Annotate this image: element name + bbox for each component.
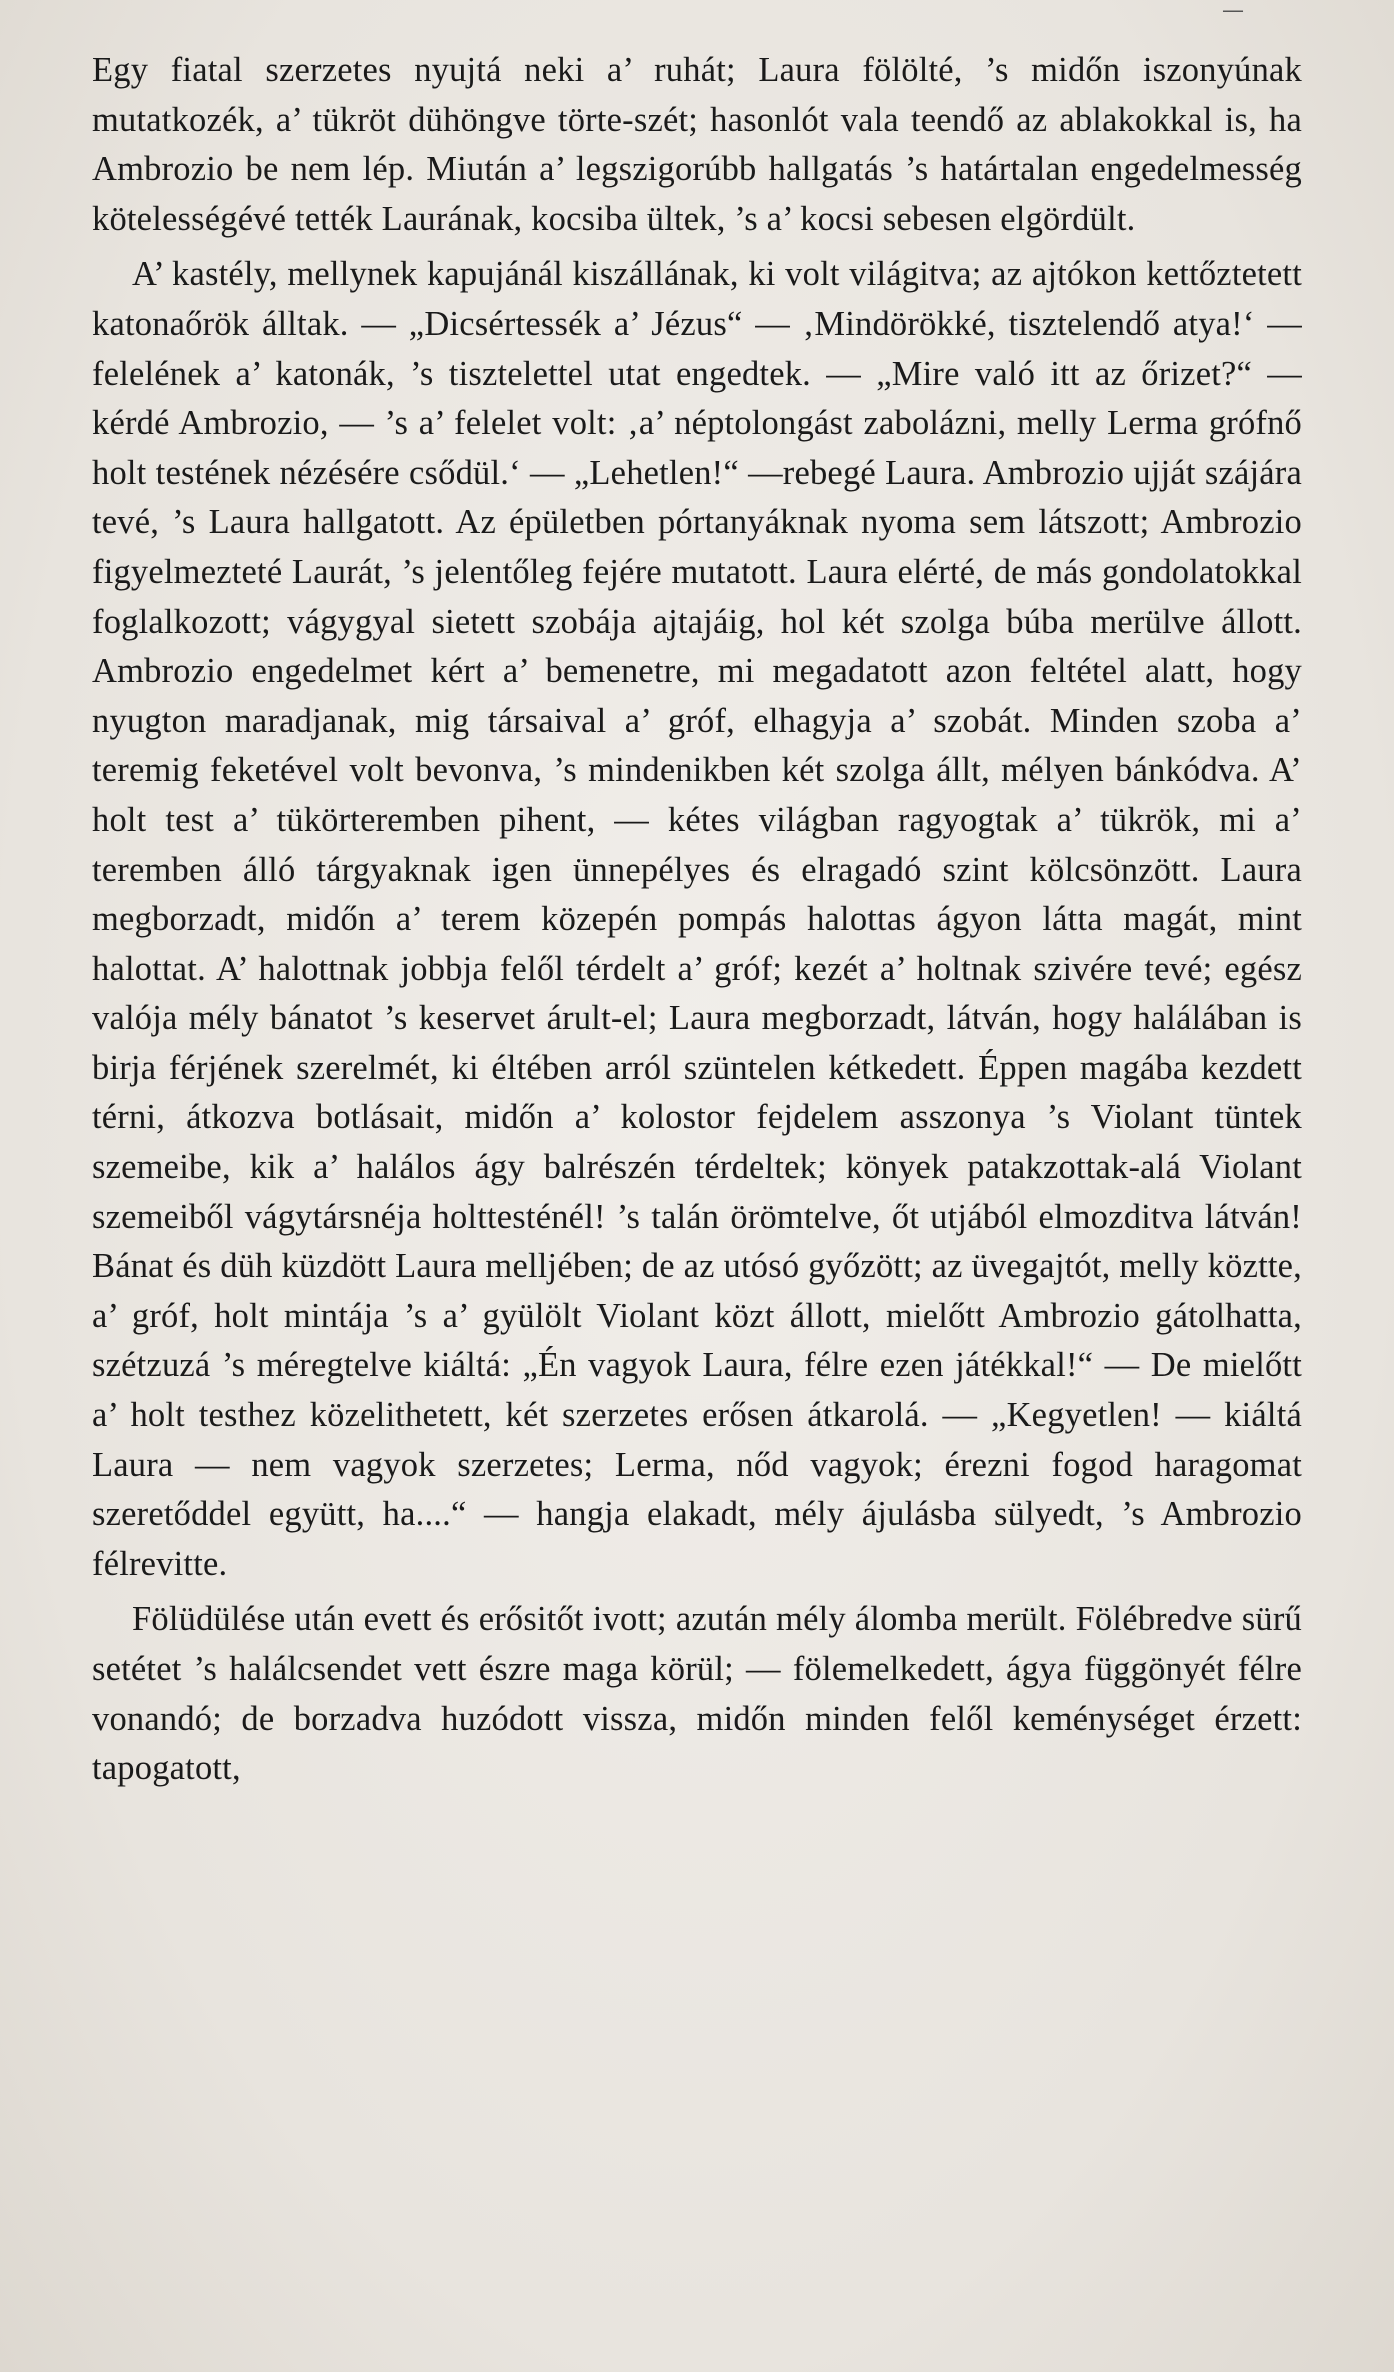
- paragraph-3: Fölüdülése után evett és erősitőt ivott; azután mély álomba merült. Fölébredve sürű setétet ’s halálcsendet vett észre maga körül; — fölemelkedett, ágya függönyét félre vonandó; de borzadva huzódott vissza, midőn minden felől keménységet érzett: tapogatott,: [92, 1600, 1302, 1788]
- body-text: [92, 46, 1302, 1794]
- page-number: —: [1222, 0, 1244, 23]
- paragraph-1: Egy fiatal szerzetes nyujtá neki a’ ruhát; Laura fölölté, ’s midőn iszonyúnak mutatkozék, a’ tükröt dühöngve törte-szét; hasonlót vala teendő az ablakokkal is, ha Ambrozio be nem lép. Miután a’ legszigorúbb hallgatás ’s határtalan engedelmesség kötelességévé tették Laurának, kocsiba ültek, ’s a’ kocsi sebesen elgördült.: [92, 51, 1302, 238]
- paragraph-2: A’ kastély, mellynek kapujánál kiszállának, ki volt világitva; az ajtókon kettőztetett katonaőrök álltak. — „Dicsértessék a’ Jézus“ — ‚Mindörökké, tisztelendő atya!‘ — felelének a’ katonák, ’s tisztelettel utat engedtek. — „Mire való itt az őrizet?“ — kérdé Ambrozio, — ’s a’ felelet volt: ‚a’ néptolongást zabolázni, melly Lerma grófnő holt testének nézésére csődül.‘ — „Lehetlen!“ —rebegé Laura. Ambrozio ujját szájára tevé, ’s Laura hallgatott. Az épületben pórtanyáknak nyoma sem látszott; Ambrozio figyelmezteté Laurát, ’s jelentőleg fejére mutatott. Laura elérté, de más gondolatokkal foglalkozott; vágygyal sietett szobája ajtajáig, hol két szolga búba merülve állott. Ambrozio engedelmet kért a’ bemenetre, mi megadatott azon feltétel alatt, hogy nyugton maradjanak, mig társaival a’ gróf, elhagyja a’ szobát. Minden szoba a’ teremig feketével volt bevonva, ’s mindenikben két szolga állt, mélyen bánkódva. A’ holt test a’ tükörteremben pihent, — kétes világban ragyogtak a’ tükrök, mi a’ teremben álló tárgyaknak igen ünnepélyes és elragadó szint kölcsönzött. Laura megborzadt, midőn a’ terem közepén pompás halottas ágyon látta magát, mint halottat. A’ halottnak jobbja felől térdelt a’ gróf; kezét a’ holtnak szivére tevé; egész valója mély bánatot ’s keservet árult-el; Laura megborzadt, látván, hogy halálában is birja férjének szerelmét, ki éltében arról szüntelen kétkedett. Éppen magába kezdett térni, átkozva botlásait, midőn a’ kolostor fejdelem asszonya ’s Violant tüntek szemeibe, kik a’ halálos ágy balrészén térdeltek; könyek patakzottak-alá Violant szemeiből vágytársnéja holttesténél! ’s talán örömtelve, őt utjából elmozditva látván! Bánat és düh küzdött Laura melljében; de az utósó győzött; az üvegajtót, melly köztte, a’ gróf, holt mintája ’s a’ gyülölt Violant közt állott, mielőtt Ambrozio gátolhatta, szétzuzá ’s méregtelve kiáltá: „Én vagyok Laura, félre ezen játékkal!“ — De mielőtt a’ holt testhez közelithetett, két szerzetes erősen átkarolá. — „Kegyetlen! — kiáltá Laura — nem vagyok szerzetes; Lerma, nőd vagyok; érezni fogod haragomat szeretőddel együtt, ha....“ — hangja elakadt, mély ájulásba sülyedt, ’s Ambrozio félrevitte.: [92, 255, 1302, 1583]
